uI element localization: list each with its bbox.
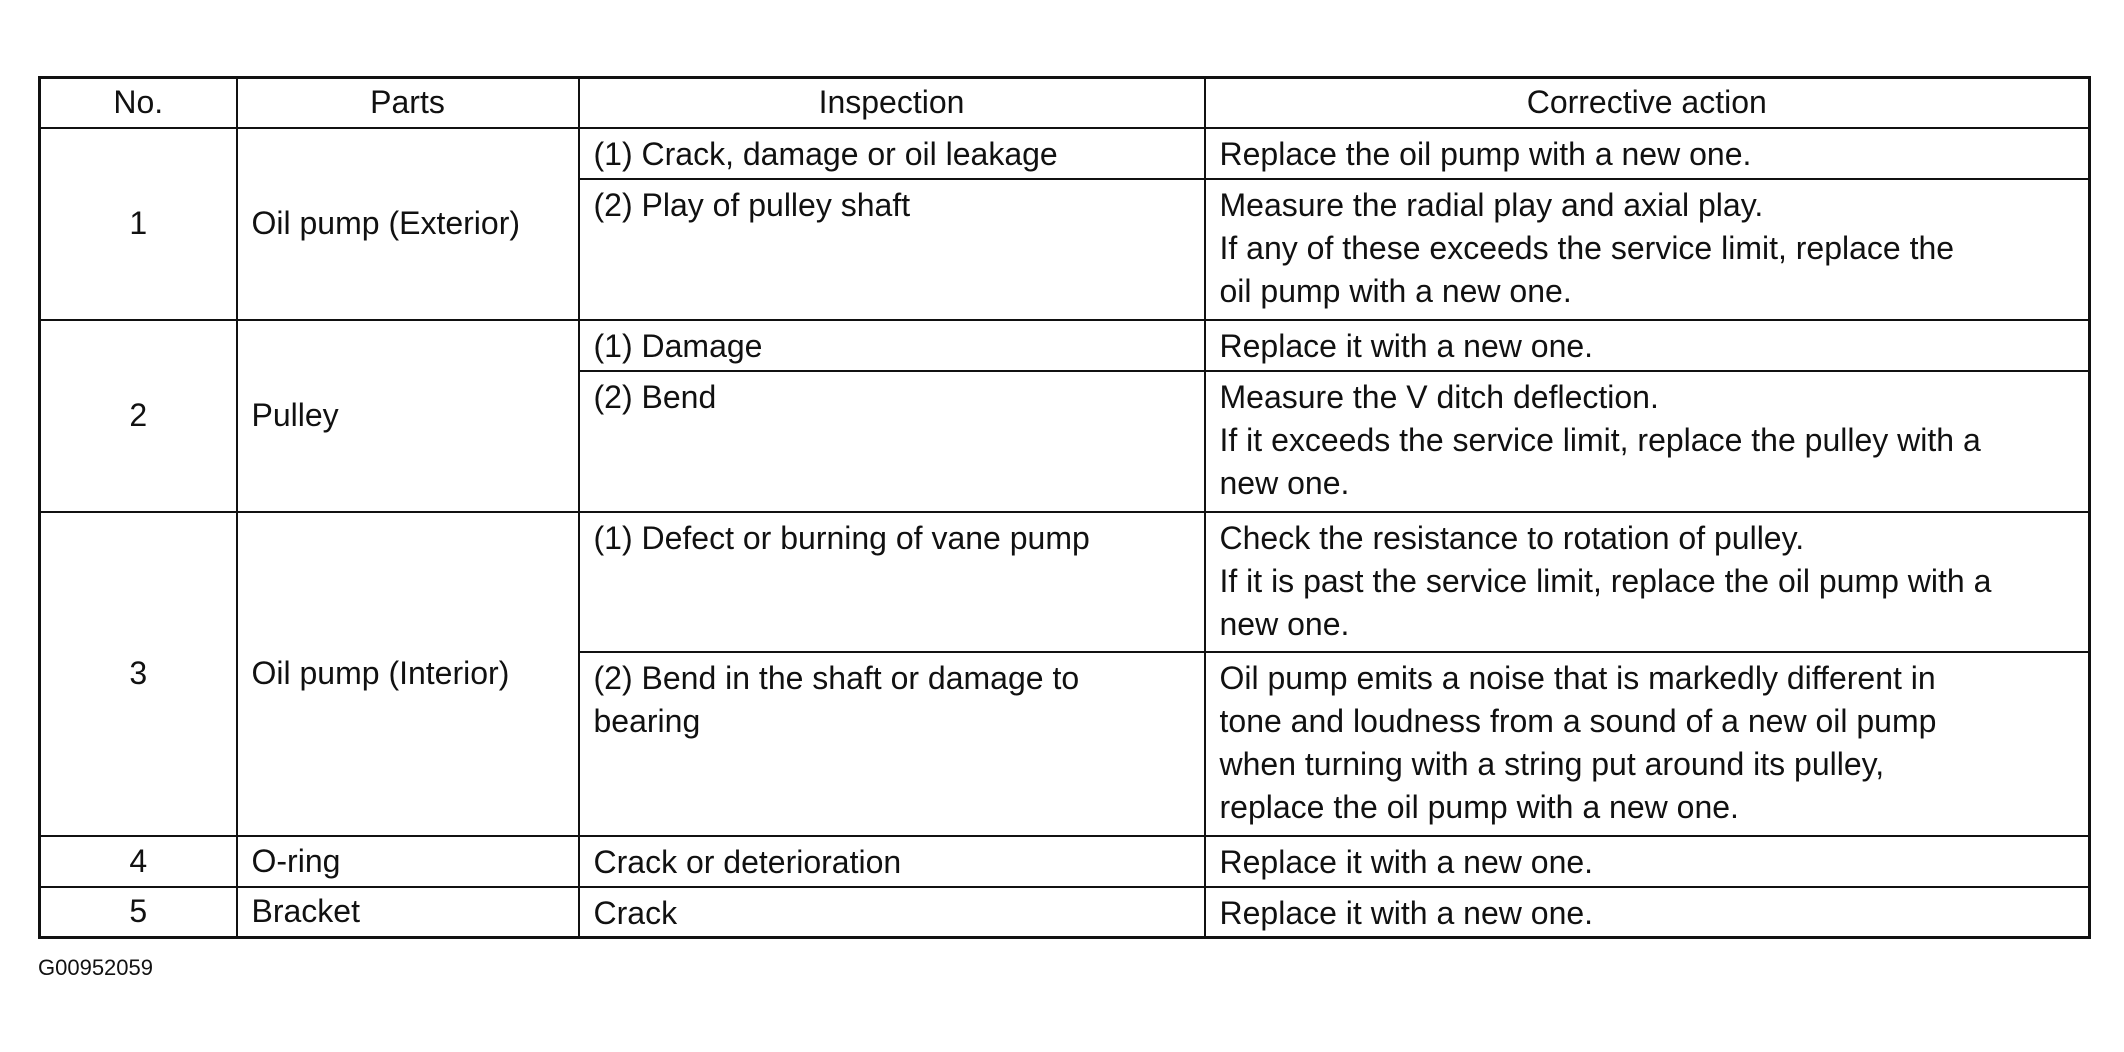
action-line: replace the oil pump with a new one.: [1219, 788, 1739, 825]
part-name: O-ring: [237, 836, 579, 887]
part-name: Oil pump (Interior): [237, 512, 579, 836]
inspection-cell: [579, 652, 1205, 836]
part-name: Pulley: [237, 320, 579, 512]
inspection-line: (2) Bend: [593, 378, 717, 415]
inspection-cell: [579, 887, 1205, 938]
action-line: new one.: [1219, 605, 1350, 642]
inspection-table: [38, 76, 2091, 939]
header-corrective-action: Corrective action: [1205, 78, 2090, 128]
action-line: Oil pump emits a noise that is markedly different in: [1219, 659, 1936, 696]
action-cell: [1205, 320, 2090, 371]
inspection-line: (2) Play of pulley shaft: [593, 186, 911, 223]
figure-code: G00952059: [38, 955, 153, 980]
part-name: Oil pump (Exterior): [237, 128, 579, 320]
action-line: Replace it with a new one.: [1219, 327, 1594, 364]
action-cell: [1205, 371, 2090, 512]
inspection-cell: [579, 128, 1205, 179]
action-line: new one.: [1219, 464, 1350, 501]
inspection-cell: [579, 179, 1205, 320]
action-cell: [1205, 836, 2090, 887]
inspection-line: (1) Damage: [593, 327, 763, 364]
inspection-line: (2) Bend in the shaft or damage to: [593, 659, 1080, 696]
action-line: Replace it with a new one.: [1219, 894, 1594, 931]
inspection-line: (1) Crack, damage or oil leakage: [593, 135, 1058, 172]
action-cell: [1205, 512, 2090, 652]
inspection-line: (1) Defect or burning of vane pump: [593, 519, 1090, 556]
table-row: [40, 128, 2090, 179]
action-line: Replace the oil pump with a new one.: [1219, 135, 1752, 172]
inspection-cell: [579, 836, 1205, 887]
inspection-cell: [579, 512, 1205, 652]
inspection-cell: [579, 320, 1205, 371]
action-line: when turning with a string put around its pulley,: [1219, 745, 1885, 782]
inspection-line: bearing: [593, 702, 701, 739]
inspection-line: Crack: [593, 894, 678, 931]
header-inspection: Inspection: [579, 78, 1205, 128]
row-number: 4: [40, 836, 237, 887]
row-number: 1: [40, 128, 237, 320]
table-row: [40, 512, 2090, 652]
action-line: Check the resistance to rotation of pulley.: [1219, 519, 1805, 556]
header-no: No.: [40, 78, 237, 128]
action-line: If it exceeds the service limit, replace the pulley with a: [1219, 421, 1981, 458]
inspection-line: Crack or deterioration: [593, 843, 902, 880]
row-number: 3: [40, 512, 237, 836]
header-row: [40, 78, 2090, 128]
table-row: [40, 887, 2090, 938]
action-cell: [1205, 652, 2090, 836]
action-cell: [1205, 179, 2090, 320]
part-name: Bracket: [237, 887, 579, 938]
action-line: oil pump with a new one.: [1219, 272, 1572, 309]
action-line: Measure the V ditch deflection.: [1219, 378, 1659, 415]
inspection-cell: [579, 371, 1205, 512]
action-line: Measure the radial play and axial play.: [1219, 186, 1764, 223]
table-row: [40, 320, 2090, 371]
action-cell: [1205, 128, 2090, 179]
table-row: [40, 836, 2090, 887]
row-number: 2: [40, 320, 237, 512]
action-line: tone and loudness from a sound of a new oil pump: [1219, 702, 1937, 739]
action-line: If any of these exceeds the service limit, replace the: [1219, 229, 1955, 266]
row-number: 5: [40, 887, 237, 938]
header-parts: Parts: [237, 78, 579, 128]
action-line: Replace it with a new one.: [1219, 843, 1594, 880]
action-cell: [1205, 887, 2090, 938]
action-line: If it is past the service limit, replace the oil pump with a: [1219, 562, 1992, 599]
